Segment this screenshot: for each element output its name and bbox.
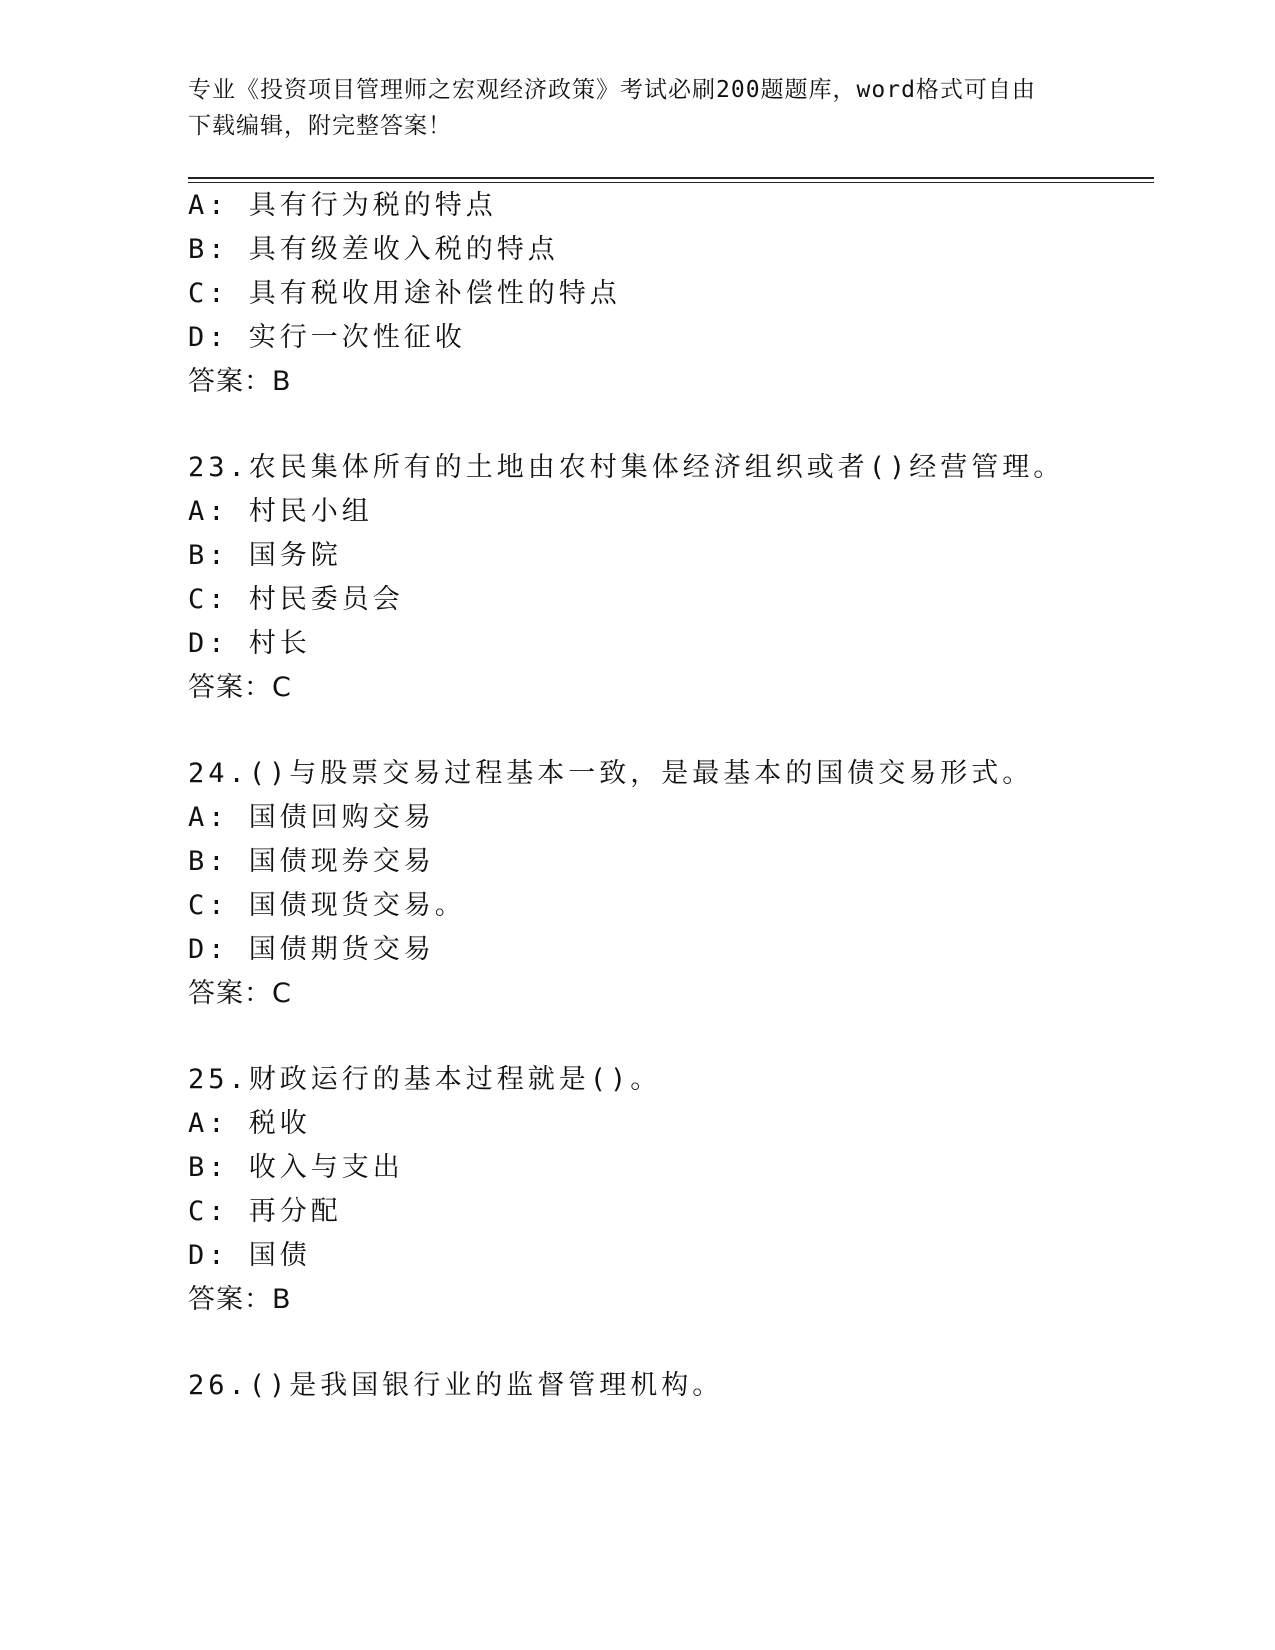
header-line-2: 下载编辑，附完整答案！ <box>188 113 452 139</box>
question-text: 24.()与股票交易过程基本一致，是最基本的国债交易形式。 <box>188 758 1034 789</box>
option-b: B: 收入与支出 <box>188 1152 404 1183</box>
answer: 答案：B <box>188 366 292 397</box>
question-text: 26.()是我国银行业的监督管理机构。 <box>188 1370 724 1401</box>
option-d: D: 实行一次性征收 <box>188 322 466 353</box>
option-d: D: 国债 <box>188 1240 311 1271</box>
option-a: A: 税收 <box>188 1108 311 1139</box>
question-text: 25.财政运行的基本过程就是()。 <box>188 1064 662 1095</box>
option-a: A: 村民小组 <box>188 496 373 527</box>
header-line-1: 专业《投资项目管理师之宏观经济政策》考试必刷200题题库，word格式可自由 <box>188 77 1036 103</box>
question-text: 23.农民集体所有的土地由农村集体经济组织或者()经营管理。 <box>188 452 1065 483</box>
option-d: D: 村长 <box>188 628 311 659</box>
option-c: C: 国债现货交易。 <box>188 890 466 921</box>
header-divider <box>188 177 1154 179</box>
option-d: D: 国债期货交易 <box>188 934 435 965</box>
option-a: A: 具有行为税的特点 <box>188 190 497 221</box>
option-b: B: 国债现券交易 <box>188 846 435 877</box>
option-a: A: 国债回购交易 <box>188 802 435 833</box>
answer: 答案：B <box>188 1284 292 1315</box>
option-c: C: 村民委员会 <box>188 584 404 615</box>
option-b: B: 国务院 <box>188 540 342 571</box>
option-c: C: 再分配 <box>188 1196 342 1227</box>
document-header <box>188 72 1068 144</box>
answer: 答案：C <box>188 978 292 1009</box>
header-divider-thin <box>188 182 1154 183</box>
option-b: B: 具有级差收入税的特点 <box>188 234 559 265</box>
answer: 答案：C <box>188 672 292 703</box>
option-c: C: 具有税收用途补偿性的特点 <box>188 278 621 309</box>
